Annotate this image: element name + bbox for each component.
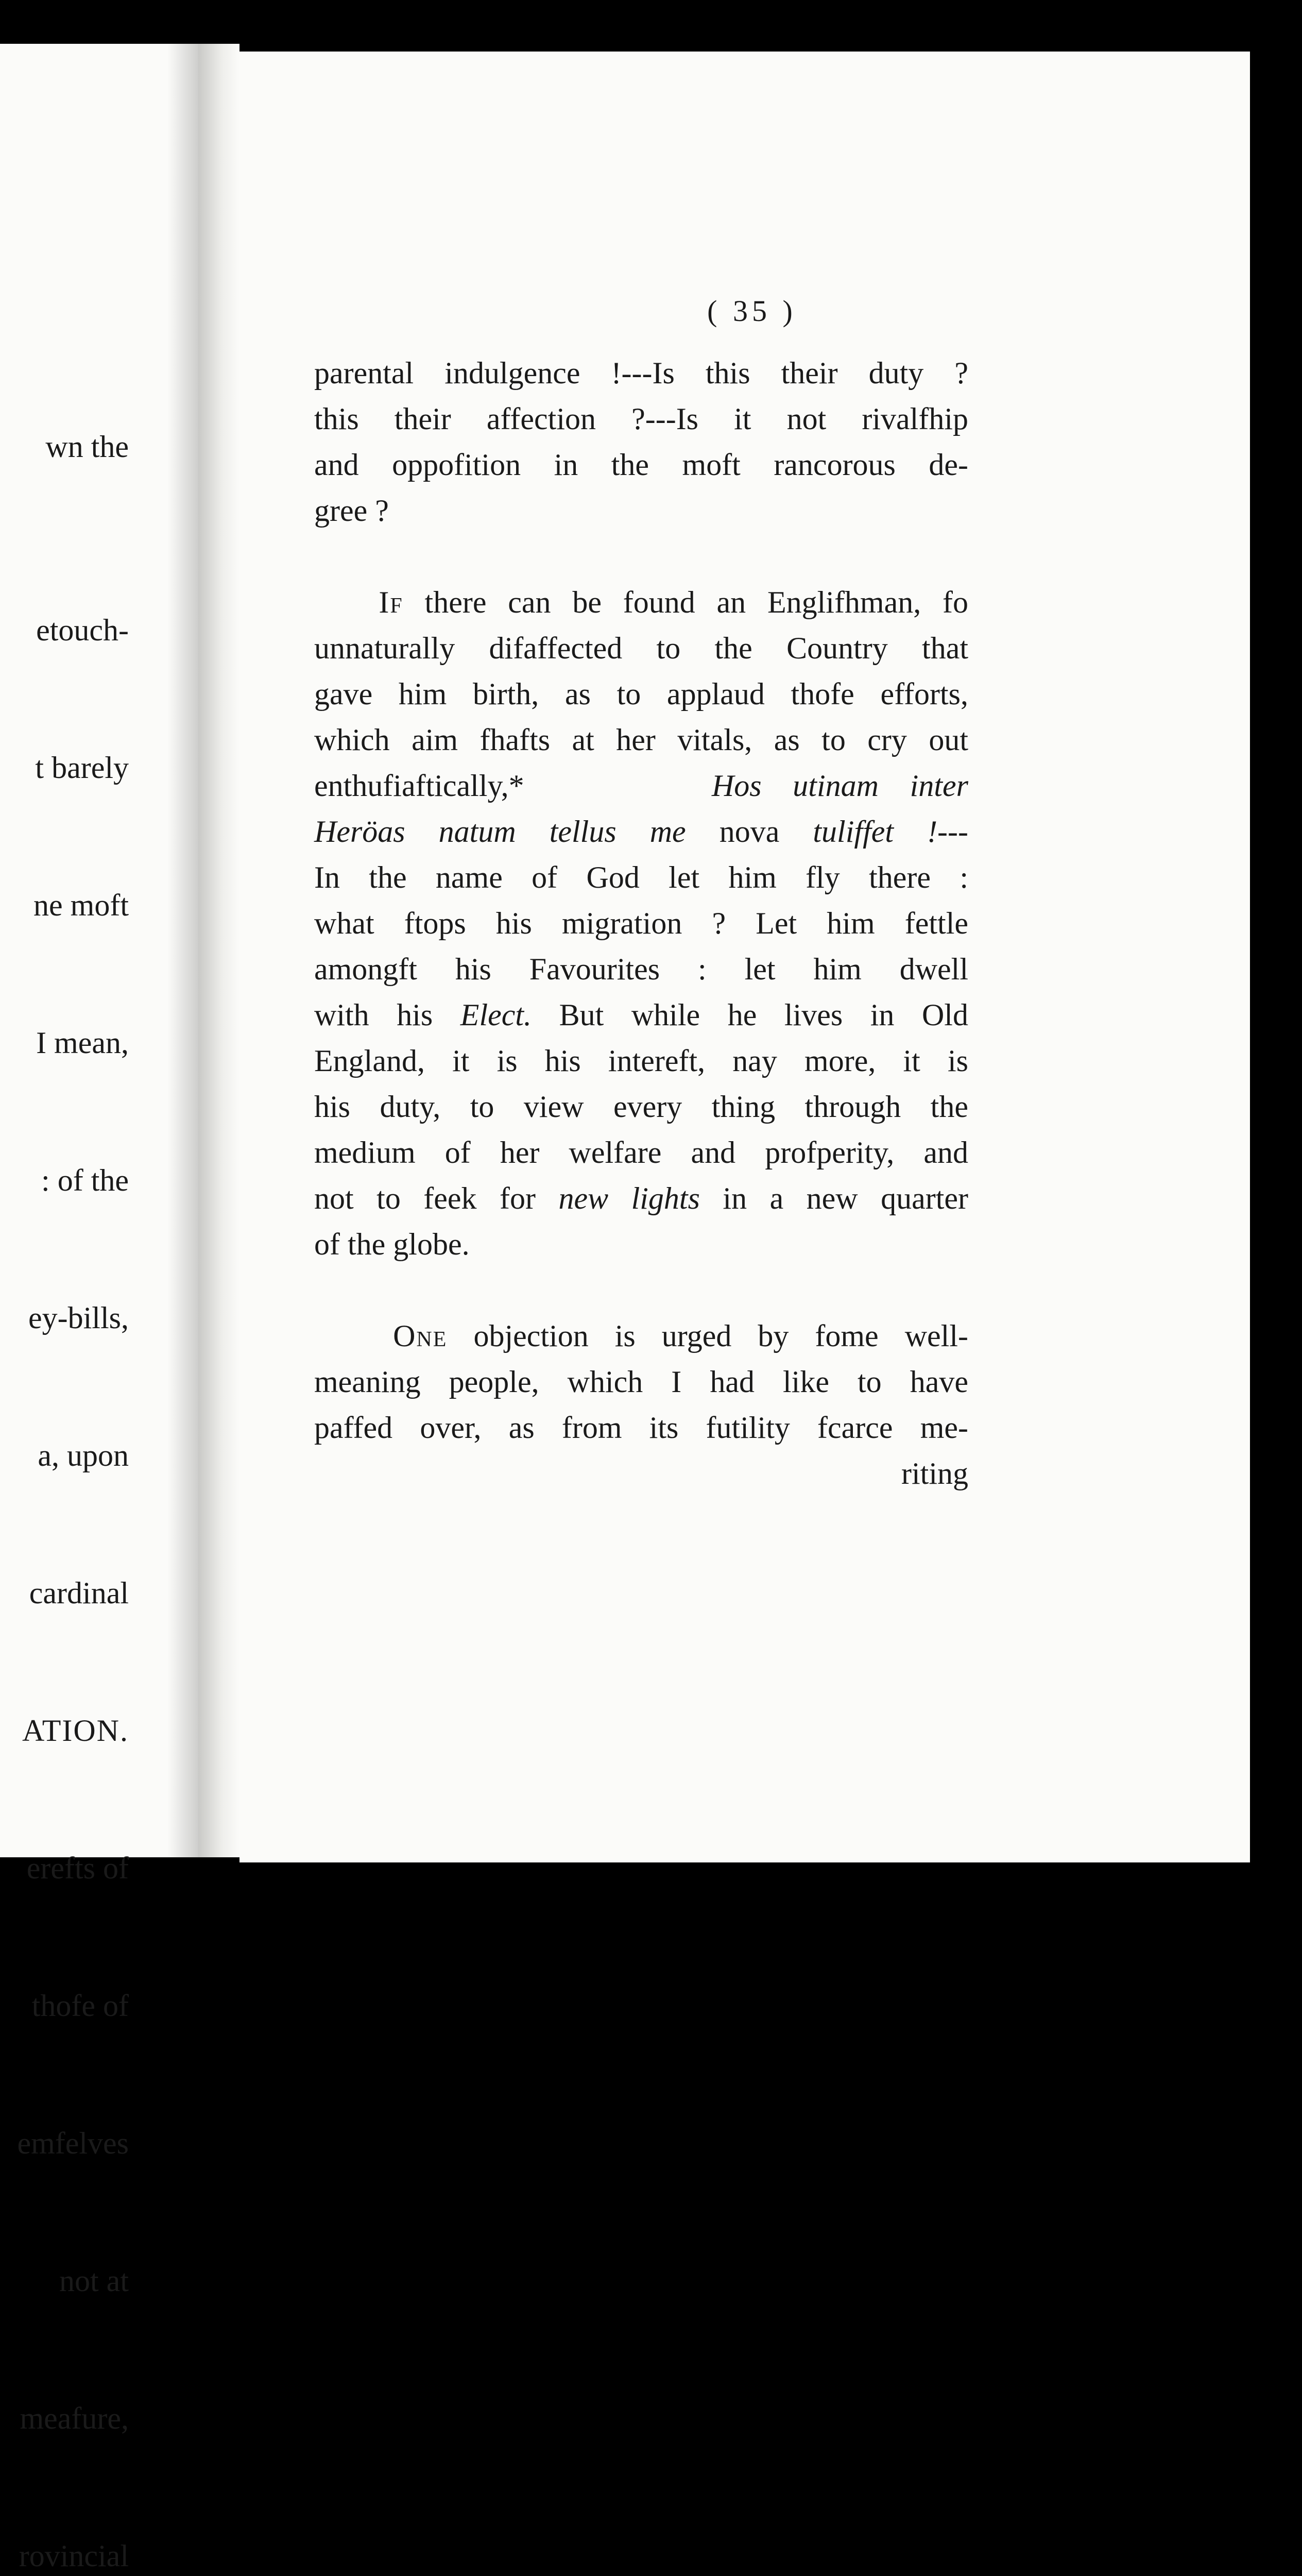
left-line: etouch- [36,613,129,647]
text-line: his duty, to view every thing through the [314,1090,968,1124]
text-line: medium of her welfare and profperity, and [314,1136,968,1170]
text-line: which aim fhafts at her vitals, as to cry out [314,723,968,757]
text-line: of the globe. [314,1227,470,1261]
italic-word: new lights [558,1181,700,1215]
text-line: meaning people, which I had like to have [314,1365,968,1399]
right-page [239,52,1250,1862]
text-line [314,1176,968,1222]
left-line: rovincial [19,2539,129,2573]
text-line [314,992,968,1038]
left-line: : of the [41,1163,129,1197]
text-line: England, it is his intereft, nay more, it is [314,1044,968,1078]
text-run: there can be found an Englifhman, fo [403,585,969,619]
text-run: nova [686,815,813,849]
text-line: amongft his Favourites : let him dwell [314,952,968,986]
latin-quote: Heröas natum tellus me [314,815,686,849]
text-run: But while he lives in Old [532,998,968,1032]
text-line: parental indulgence !---Is this their duty ? [314,356,968,390]
left-line: a, upon [38,1438,129,1472]
text-line: what ftops his migration ? Let him fettle [314,906,968,940]
left-line: emfelves [17,2126,129,2160]
text-line: In the name of God let him fly there : [314,860,968,894]
drop-initial: If [379,585,403,619]
left-line: meafure, [20,2401,129,2435]
left-line: t barely [35,751,129,785]
text-run: enthufiaftically,* [314,769,524,803]
text-line [314,809,968,855]
text-line: this their affection ?---Is it not rivalfhip [314,402,968,436]
text-run: with his [314,998,460,1032]
text-line: and oppofition in the moft rancorous de- [314,448,968,482]
latin-quote: tuliffet !--- [813,815,968,849]
left-line: ey-bills, [28,1301,129,1335]
left-facing-page [0,44,198,2573]
paragraph-gap [314,1267,968,1313]
text-line: gave him birth, as to applaud thofe efforts, [314,677,968,711]
text-line [314,763,968,809]
page-shadow [167,44,198,1857]
left-line: ne moft [33,888,129,922]
text-line [314,1313,968,1359]
left-line: ATION. [22,1714,129,1748]
left-line: I mean, [36,1026,129,1060]
left-line: not at [59,2264,129,2298]
paragraph-gap [314,534,968,580]
text-line: gree ? [314,494,389,528]
page-body [314,350,968,1497]
page-number: ( 35 ) [707,294,797,328]
latin-quote: Hos utinam inter [711,769,969,803]
text-line: unnaturally difaffected to the Country that [314,631,968,665]
left-line: erefts of [26,1851,129,1885]
italic-word: Elect. [460,998,532,1032]
catchword: riting [901,1456,968,1490]
left-line: cardinal [29,1576,129,1610]
drop-initial: One [393,1319,448,1353]
left-line: wn the [45,430,129,464]
text-run: in a new quarter [699,1181,969,1215]
left-line: thofe of [31,1989,129,2023]
text-run: not to feek for [314,1181,559,1215]
text-run: objection is urged by fome well- [447,1319,968,1353]
left-page-text [0,332,129,2576]
text-line [314,580,968,625]
book-gutter [198,44,239,1857]
text-line: paffed over, as from its futility fcarce me- [314,1411,968,1445]
